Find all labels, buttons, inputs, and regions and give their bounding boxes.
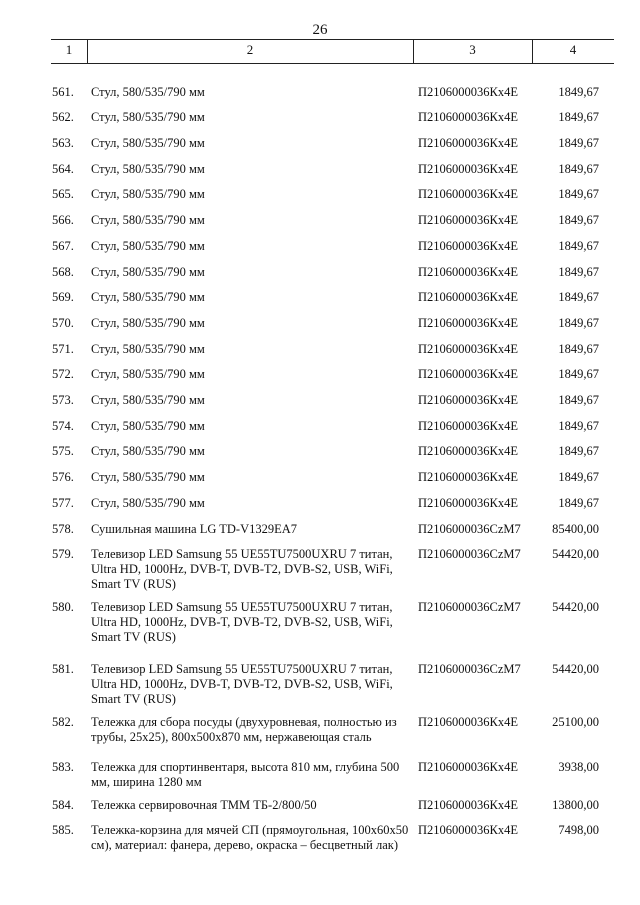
item-code: П2106000036Кх4Е: [418, 342, 518, 356]
item-name: Стул, 580/535/790 мм: [91, 265, 205, 279]
item-price: 1849,67: [558, 213, 599, 227]
item-price: 1849,67: [558, 187, 599, 201]
item-code: П2106000036Кх4Е: [418, 85, 518, 99]
item-code: П2106000036Кх4Е: [418, 265, 518, 279]
item-name: Телевизор LED Samsung 55 UE55TU7500UXRU 7 титан, Ultra HD, 1000Hz, DVB-T, DVB-T2, DVB-S2, USB, WiFi, Smart TV (RUS): [91, 547, 393, 591]
row-number: 574.: [52, 419, 74, 433]
item-name: Тележка для спортинвентаря, высота 810 мм, глубина 500 мм, ширина 1280 мм: [91, 760, 400, 789]
item-price: 1849,67: [558, 85, 599, 99]
item-name: Сушильная машина LG TD-V1329EA7: [91, 522, 298, 536]
item-code: П2106000036Кх4Е: [418, 290, 518, 304]
item-price: 1849,67: [558, 239, 599, 253]
row-number: 569.: [52, 290, 74, 304]
row-number: 582.: [52, 715, 74, 729]
item-price: 1849,67: [558, 496, 599, 510]
item-name: Стул, 580/535/790 мм: [91, 85, 205, 99]
item-name: Стул, 580/535/790 мм: [91, 393, 205, 407]
item-name: Стул, 580/535/790 мм: [91, 419, 205, 433]
item-price: 54420,00: [552, 662, 599, 676]
item-code: П2106000036Кх4Е: [418, 760, 518, 774]
item-code: П2106000036Кх4Е: [418, 496, 518, 510]
item-price: 7498,00: [558, 823, 599, 837]
item-code: П2106000036Кх4Е: [418, 444, 518, 458]
row-number: 563.: [52, 136, 74, 150]
item-code: П2106000036Кх4Е: [418, 367, 518, 381]
item-name: Стул, 580/535/790 мм: [91, 136, 205, 150]
item-code: П2106000036CzM7: [418, 662, 521, 676]
item-name: Стул, 580/535/790 мм: [91, 187, 205, 201]
row-number: 584.: [52, 798, 74, 812]
row-number: 581.: [52, 662, 74, 676]
item-price: 1849,67: [558, 444, 599, 458]
row-number: 565.: [52, 187, 74, 201]
item-price: 25100,00: [552, 715, 599, 729]
header-col-2: 2: [246, 42, 254, 57]
table-header: [51, 39, 614, 64]
item-code: П2106000036CzM7: [418, 547, 521, 561]
item-name: Стул, 580/535/790 мм: [91, 496, 205, 510]
row-number: 571.: [52, 342, 74, 356]
item-price: 1849,67: [558, 290, 599, 304]
row-number: 566.: [52, 213, 74, 227]
item-code: П2106000036Кх4Е: [418, 470, 518, 484]
item-price: 1849,67: [558, 110, 599, 124]
row-number: 564.: [52, 162, 74, 176]
item-price: 1849,67: [558, 265, 599, 279]
item-code: П2106000036CzM7: [418, 600, 521, 614]
row-number: 580.: [52, 600, 74, 614]
item-name: Стул, 580/535/790 мм: [91, 470, 205, 484]
page-number: 26: [312, 22, 328, 38]
item-code: П2106000036Кх4Е: [418, 316, 518, 330]
item-name: Стул, 580/535/790 мм: [91, 290, 205, 304]
item-price: 13800,00: [552, 798, 599, 812]
item-code: П2106000036CzM7: [418, 522, 521, 536]
item-price: 1849,67: [558, 316, 599, 330]
item-name: Стул, 580/535/790 мм: [91, 316, 205, 330]
row-number: 579.: [52, 547, 74, 561]
item-name: Стул, 580/535/790 мм: [91, 110, 205, 124]
row-number: 583.: [52, 760, 74, 774]
item-price: 54420,00: [552, 547, 599, 561]
item-price: 54420,00: [552, 600, 599, 614]
row-number: 568.: [52, 265, 74, 279]
row-number: 573.: [52, 393, 74, 407]
item-price: 1849,67: [558, 136, 599, 150]
item-code: П2106000036Кх4Е: [418, 393, 518, 407]
row-number: 562.: [52, 110, 74, 124]
row-number: 576.: [52, 470, 74, 484]
item-name: Телевизор LED Samsung 55 UE55TU7500UXRU 7 титан, Ultra HD, 1000Hz, DVB-T, DVB-T2, DVB-S2, USB, WiFi, Smart TV (RUS): [91, 662, 393, 706]
item-price: 1849,67: [558, 393, 599, 407]
item-price: 1849,67: [558, 470, 599, 484]
item-code: П2106000036Кх4Е: [418, 715, 518, 729]
item-name: Тележка для сбора посуды (двухуровневая, полностью из трубы, 25х25), 800х500х870 мм, нержавеющая сталь: [91, 715, 397, 744]
row-number: 570.: [52, 316, 74, 330]
item-code: П2106000036Кх4Е: [418, 419, 518, 433]
item-name: Стул, 580/535/790 мм: [91, 444, 205, 458]
item-code: П2106000036Кх4Е: [418, 136, 518, 150]
item-price: 1849,67: [558, 367, 599, 381]
row-number: 575.: [52, 444, 74, 458]
item-name: Стул, 580/535/790 мм: [91, 367, 205, 381]
row-number: 577.: [52, 496, 74, 510]
item-name: Тележка-корзина для мячей СП (прямоугольная, 100х60х50 см), материал: фанера, дерево, окраска – бесцветный лак): [91, 823, 409, 852]
item-name: Стул, 580/535/790 мм: [91, 239, 205, 253]
item-name: Телевизор LED Samsung 55 UE55TU7500UXRU 7 титан, Ultra HD, 1000Hz, DVB-T, DVB-T2, DVB-S2, USB, WiFi, Smart TV (RUS): [91, 600, 393, 644]
item-name: Тележка сервировочная ТММ ТБ-2/800/50: [91, 798, 317, 812]
header-col-4: 4: [569, 42, 577, 57]
item-name: Стул, 580/535/790 мм: [91, 342, 205, 356]
row-number: 585.: [52, 823, 74, 837]
item-price: 1849,67: [558, 342, 599, 356]
row-number: 561.: [52, 85, 74, 99]
header-col-1: 1: [65, 42, 73, 57]
item-code: П2106000036Кх4Е: [418, 239, 518, 253]
item-price: 85400,00: [552, 522, 599, 536]
item-code: П2106000036Кх4Е: [418, 162, 518, 176]
item-code: П2106000036Кх4Е: [418, 213, 518, 227]
item-price: 1849,67: [558, 419, 599, 433]
row-number: 572.: [52, 367, 74, 381]
item-price: 3938,00: [558, 760, 599, 774]
row-number: 567.: [52, 239, 74, 253]
item-code: П2106000036Кх4Е: [418, 823, 518, 837]
row-number: 578.: [52, 522, 74, 536]
item-code: П2106000036Кх4Е: [418, 187, 518, 201]
item-name: Стул, 580/535/790 мм: [91, 213, 205, 227]
item-price: 1849,67: [558, 162, 599, 176]
item-code: П2106000036Кх4Е: [418, 110, 518, 124]
header-col-3: 3: [469, 42, 476, 57]
item-code: П2106000036Кх4Е: [418, 798, 518, 812]
item-name: Стул, 580/535/790 мм: [91, 162, 205, 176]
